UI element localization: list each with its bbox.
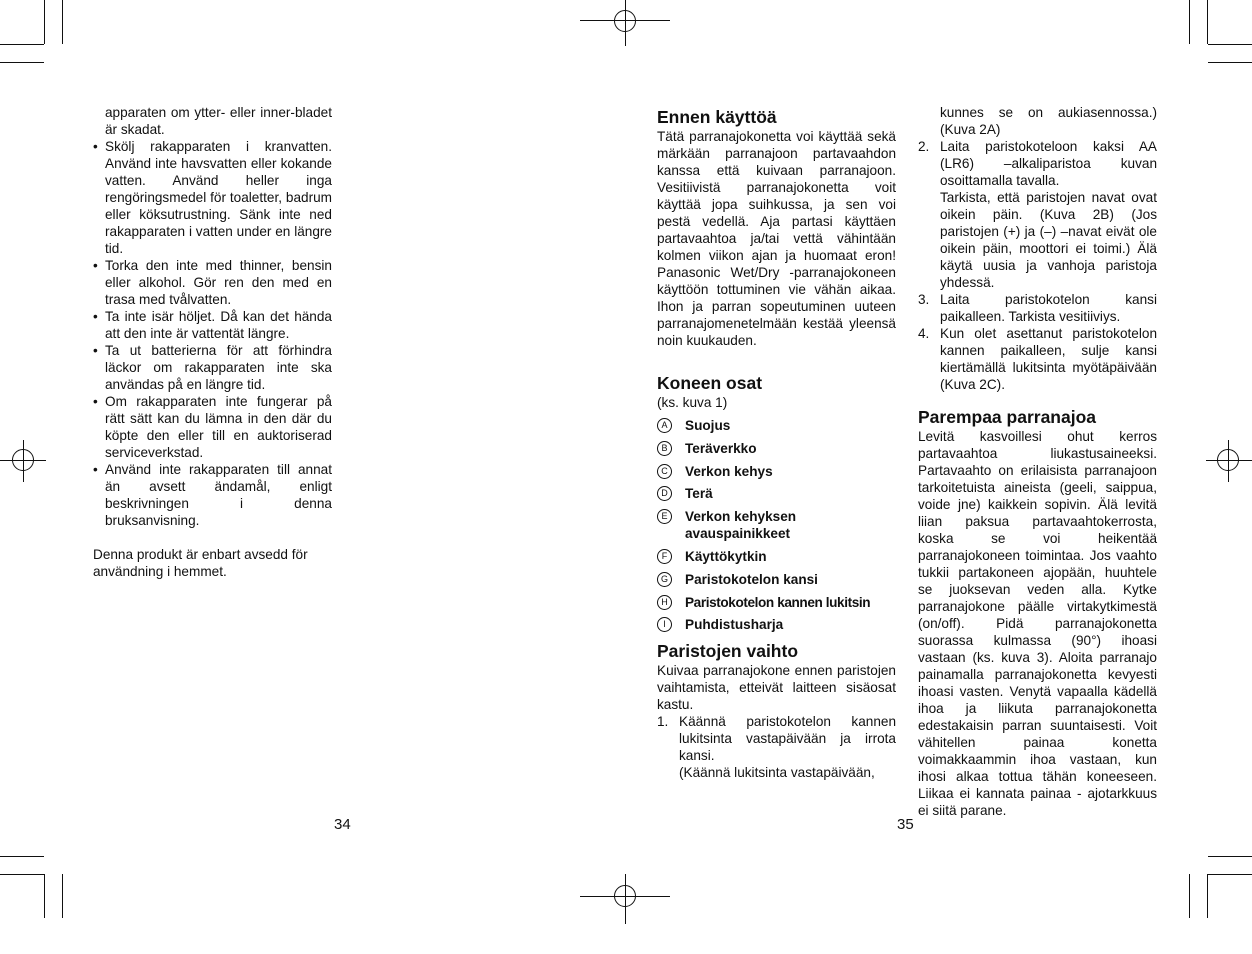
part-label: Puhdistusharja <box>685 617 784 633</box>
part-label: Paristokotelon kannen lukitsin <box>685 594 871 610</box>
letter-badge: F <box>657 549 672 564</box>
part-label: Verkon kehys <box>685 463 773 479</box>
letter-badge: C <box>657 464 672 479</box>
step-text: Kun olet asettanut paristokotelon kannen paikalleen, sulje kansi kiertämällä lukitsinta myötäpäivään (Kuva 2C). <box>940 326 1157 392</box>
shaving-text: Levitä kasvoillesi ohut kerros partavaahtoa liukastusaineeksi. Partavaahto on erilaisista parranajoon tarkoitetuista aineista (geeli, saippua, voide jne) kaikkein sopivin. Älä levitä liian paksua partavaahtokerrosta, koska se voi heikentää parranajokoneen toimintaa. Jos vaahto tukkii partakoneen ajopään, huuhtele se juoksevan veden alla. Kytke parranajokone päälle virtakytkimestä (on/off). Pidä parranajokonetta suorassa kulmassa (90°) ihoasi vastaan (ks. kuva 3). Aloita parranajo painamalla parranajokonetta kevyesti ihoasi vasten. Venytä vapaalla kädellä ihoa ja liikuta parranajokonetta edestakaisin parran suuntaisesti. Voit vähitellen painaa konetta voimakkaammin ihoa vastaan, kun ihosi alkaa tottua tähän koneeseen. Liikaa ei kannata painaa - ajotarkkuus ei siitä parane. <box>918 429 1157 818</box>
letter-badge: I <box>657 617 672 632</box>
part-item <box>657 548 896 565</box>
letter-badge: B <box>657 441 672 456</box>
step-item <box>657 713 896 781</box>
letter-badge: H <box>657 595 672 610</box>
letter-badge: G <box>657 572 672 587</box>
part-item <box>657 485 896 502</box>
right-page-column-1 <box>657 107 896 781</box>
page-number-left: 34 <box>334 816 351 833</box>
right-page-column-2 <box>918 104 1157 819</box>
letter-badge: A <box>657 418 672 433</box>
step-note-continuation: kunnes se on aukiasennossa.) (Kuva 2A) <box>940 105 1157 137</box>
battery-intro: Kuivaa parranajokone ennen paristojen vaihtamista, etteivät laitteen sisäosat kastu. <box>657 663 896 713</box>
step-item <box>918 291 1157 325</box>
step-text: Laita paristokotelon kansi paikalleen. Tarkista vesitiiviys. <box>940 292 1157 324</box>
part-label: Teräverkko <box>685 440 757 456</box>
bullet-list <box>93 138 332 529</box>
before-use-text: Tätä parranajokonetta voi käyttää sekä märkään parranajoon partavaahdon kanssa että kuivaan parranajoon. Vesitiivistä parranajokonetta voit käyttää jopa suihkussa, ja sen voi pestä vedellä. Aja partasi käyttäen partavaahtoa ja/tai vettä vähintään kolmen viikon ajan ja huomaat eron! Panasonic Wet/Dry -parranajokoneen käyttöön tottuminen vie vähän aikaa. Ihon ja parran sopeutuminen uuteen parranajomenetelmään kestää yleensä noin kuukauden. <box>657 129 896 348</box>
list-item: • Skölj rakapparaten i kranvatten. Använd inte havsvatten eller kokande vatten. Använd heller inga rengöringsmedel för toaletter, badrum eller köksutrustning. Sänk inte ned rakapparaten i vatten under en längre tid. <box>93 138 332 257</box>
part-label: Paristokotelon kansi <box>685 571 818 587</box>
part-item <box>657 440 896 457</box>
part-label: Verkon kehyksen avauspainikkeet <box>685 509 797 542</box>
part-item <box>657 417 896 434</box>
parts-subtitle: (ks. kuva 1) <box>657 395 728 410</box>
section-heading-shaving: Parempaa parranajoa <box>918 407 1097 427</box>
page-number-right: 35 <box>897 816 914 833</box>
list-item: • Torka den inte med thinner, bensin eller alkohol. Gör ren den med en trasa med tvålvatten. <box>93 257 332 308</box>
step-number: 2. <box>918 139 930 154</box>
part-label: Suojus <box>685 418 731 433</box>
letter-badge: E <box>657 509 672 524</box>
step-note-start: (Käännä lukitsinta vastapäivään, <box>679 765 875 781</box>
part-item <box>657 508 896 542</box>
section-heading-battery: Paristojen vaihto <box>657 641 799 662</box>
parts-list <box>657 417 896 633</box>
section-heading-before-use: Ennen käyttöä <box>657 107 777 127</box>
step-item <box>918 325 1157 393</box>
part-label: Käyttökytkin <box>685 548 767 564</box>
list-item: • Använd inte rakapparaten till annat än avsett ändamål, enligt beskrivningen i denna bruksanvisning. <box>93 461 332 529</box>
list-item: • Ta ut batterierna för att förhindra läckor om rakapparaten inte ska användas på en längre tid. <box>93 342 332 393</box>
step-number: 4. <box>918 326 930 341</box>
list-item: • Ta inte isär höljet. Då kan det hända att den inte är vattentät längre. <box>93 308 332 342</box>
step-text: Laita paristokoteloon kaksi AA (LR6) –alkaliparistoa kuvan osoittamalla tavalla. <box>940 139 1157 188</box>
step-note: Tarkista, että paristojen navat ovat oikein päin. (Kuva 2B) (Jos paristojen (+) ja (–) –navat eivät ole oikein päin, moottori ei toimi.) Älä käytä uusia ja vanhoja paristoja yhdessä. <box>940 190 1157 290</box>
part-item <box>657 463 896 480</box>
part-label: Terä <box>685 486 713 502</box>
left-page-column <box>93 104 332 580</box>
usage-note: Denna produkt är enbart avsedd för användning i hemmet. <box>93 547 308 579</box>
letter-badge: D <box>657 486 672 501</box>
list-item: • Om rakapparaten inte fungerar på rätt sätt kan du lämna in den där du köpte den eller till en auktoriserad serviceverkstad. <box>93 393 332 461</box>
battery-steps-part-2 <box>918 138 1157 393</box>
battery-steps-part-1 <box>657 713 896 781</box>
step-number: 3. <box>918 292 930 307</box>
part-item <box>657 616 896 633</box>
step-number: 1. <box>657 714 669 730</box>
part-item <box>657 594 896 611</box>
step-item <box>918 138 1157 291</box>
part-item <box>657 571 896 588</box>
section-heading-parts: Koneen osat <box>657 373 763 393</box>
step-text: Käännä paristokotelon kannen lukitsinta vastapäivään ja irrota kansi. <box>679 714 896 764</box>
bullet-continuation: apparaten om ytter- eller inner-bladet är skadat. <box>105 105 332 137</box>
